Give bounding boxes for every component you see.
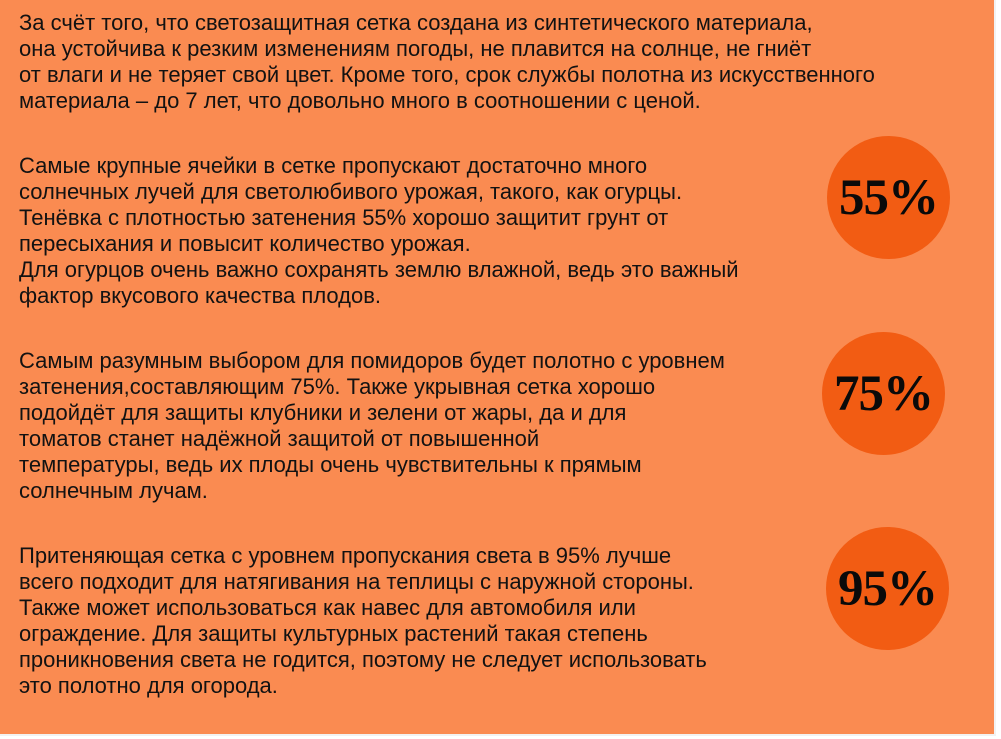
- badge-75-percent: 75%: [822, 332, 945, 455]
- paragraph-shade-55: Самые крупные ячейки в сетке пропускают достаточно много солнечных лучей для светолюбивого урожая, такого, как огурцы. Тенёвка с плотностью затенения 55% хорошо защитит грунт от пересыхания и повысит количество урожая. Для огурцов очень важно сохранять землю влажной, ведь это важный фактор вкусового качества плодов.: [19, 153, 739, 308]
- paragraph-shade-95: Притеняющая сетка с уровнем пропускания света в 95% лучше всего подходит для натягивания на теплицы с наружной стороны. Также может использоваться как навес для автомобиля или ограждение. Для защиты культурных растений такая степень проникновения света не годится, поэтому не следует использовать это полотно для огорода.: [19, 543, 707, 698]
- badge-55-percent: 55%: [827, 136, 950, 259]
- badge-95-percent: 95%: [826, 527, 949, 650]
- paragraph-durability: За счёт того, что светозащитная сетка создана из синтетического материала, она устойчива к резким изменениям погоды, не плавится на солнце, не гниёт от влаги и не теряет свой цвет. Кроме того, срок службы полотна из искусственного материала – до 7 лет, что довольно много в соотношении с ценой.: [19, 10, 875, 113]
- paragraph-shade-75: Самым разумным выбором для помидоров будет полотно с уровнем затенения,составляющим 75%. Также укрывная сетка хорошо подойдёт для защиты клубники и зелени от жары, да и для томатов станет надёжной защитой от повышенной температуры, ведь их плоды очень чувствительны к прямым солнечным лучам.: [19, 348, 725, 503]
